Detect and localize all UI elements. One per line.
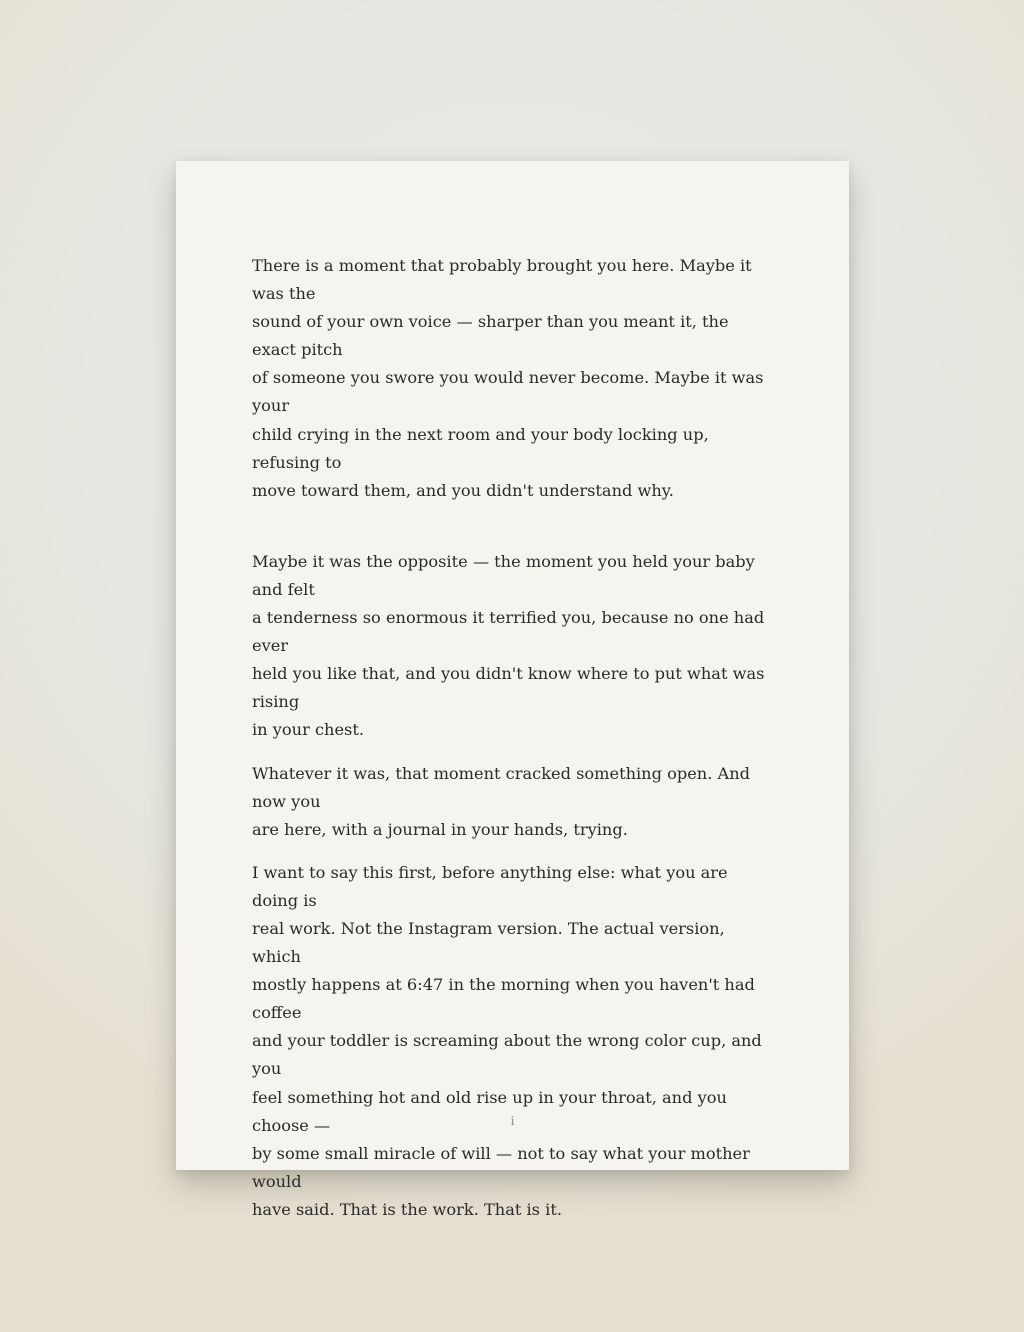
book-page — [176, 161, 849, 1219]
body-text — [252, 252, 776, 1224]
paragraph-2: Maybe it was the opposite — the moment you held your baby and felt a tenderness so enormous it terrified you, because no one had ever held you like that, and you didn't know where to put what was rising in your chest. — [252, 551, 765, 740]
page-number: i — [510, 1114, 515, 1128]
paragraph-4: I want to say this first, before anything else: what you are doing is real work. Not the Instagram version. The actual version, which mostly happens at 6:47 in the morning when you haven't had coffee and your toddler is screaming about the wrong color cup, and you feel something hot and old rise up in your throat, and you choose — by some small miracle of will — not to say what your mother would have said. That is the work. That is it. — [252, 862, 762, 1219]
paragraph-3: Whatever it was, that moment cracked something open. And now you are here, with a journal in your hands, trying. — [252, 763, 750, 839]
paragraph-1: There is a moment that probably brought you here. Maybe it was the sound of your own voice — sharper than you meant it, the exact pitch of someone you swore you would never become. Maybe it was your child crying in the next room and your body locking up, refusing to move toward them, and you didn't understand why. — [252, 256, 764, 500]
